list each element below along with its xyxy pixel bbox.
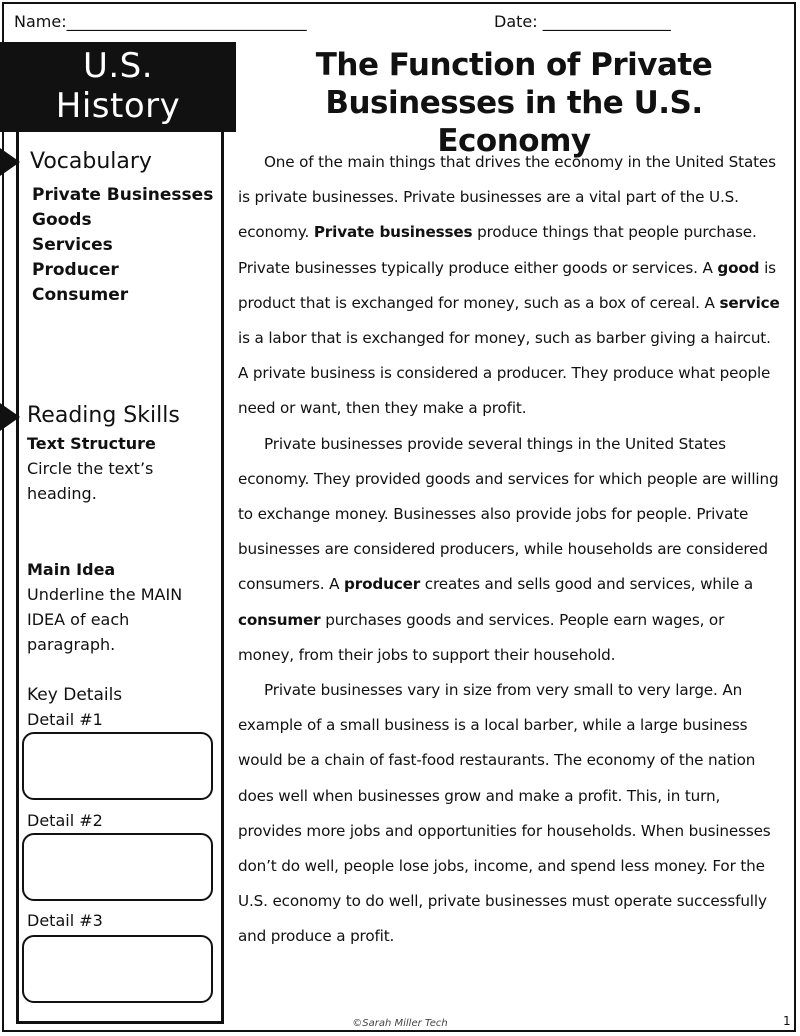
paragraph-text: Private businesses vary in size from very small to very large. An example of a small business is a local barber, while a large business would be a chain of fast-food restaurants. The economy of the nation does well when businesses grow and make a profit. This, in turn, provides more jobs and opportunities for households. When businesses don’t do well, people lose jobs, income, and spend less money. For the U.S. economy to do well, private businesses must operate successfully and produce a profit. [238,681,771,946]
vocab-highlight: Private businesses [313,223,473,242]
text-structure-block [27,431,212,506]
vocab-term: Consumer [32,285,129,305]
page-number: 1 [783,1014,791,1028]
vocab-term: Private Businesses [32,185,214,205]
reading-skills-arrow-icon [0,403,20,431]
paragraph-text: Private businesses provide several things in the United States economy. They provided goods and services for which people are willing to exchange money. Businesses also provide jobs for people. Private businesses are considered producers, while households are considered consumers. A [238,434,779,594]
vocabulary-heading: Vocabulary [30,149,152,174]
name-field[interactable]: Name:______________________________ [14,12,307,31]
detail-label: Detail #2 [27,811,103,830]
detail-2-box[interactable] [22,833,213,901]
subject-line-1: U.S. [82,46,154,86]
paragraph-text: is a labor that is exchanged for money, such as barber giving a haircut. A private business is considered a producer. They produce what people need or want, then they make a profit. [238,329,771,418]
paragraph-text: is product that is exchanged for money, such as a box of cereal. A [238,258,776,312]
page-title [244,46,784,160]
vocab-highlight: consumer [238,610,321,629]
main-idea-block [27,557,212,657]
main-idea-title: Main Idea [27,560,116,579]
vocab-highlight: service [719,293,780,312]
paragraph-3 [238,673,783,955]
text-structure-title: Text Structure [27,434,156,453]
reading-passage [238,145,783,955]
vocab-term: Producer [32,260,119,280]
paragraph-text: produce things that people purchase. Private businesses typically produce either goods or services. A [238,223,757,277]
key-details-title: Key Details [27,685,123,705]
vocab-highlight: producer [344,575,421,594]
detail-1-box[interactable] [22,732,213,800]
paragraph-2 [238,427,783,673]
paragraph-1 [238,145,783,427]
paragraph-text: purchases goods and services. People earn wages, or money, from their jobs to support their household. [238,610,725,664]
text-structure-instruction: Circle the text’s heading. [27,459,154,503]
date-field[interactable]: Date: ________________ [494,12,671,31]
title-line-1: The Function of Private [315,47,713,83]
vocabulary-arrow-icon [0,148,20,176]
main-idea-instruction: Underline the MAIN IDEA of each paragraph. [27,585,183,654]
vocabulary-list [32,183,213,308]
paragraph-text: creates and sells good and services, while a [420,575,754,594]
detail-3-box[interactable] [22,935,213,1003]
detail-label: Detail #1 [27,710,103,729]
vocab-term: Goods [32,210,92,230]
title-line-2: Businesses in the U.S. Economy [325,85,703,159]
copyright-footer: ©Sarah Miller Tech [352,1018,448,1029]
detail-label: Detail #3 [27,911,103,930]
subject-line-2: History [55,86,181,126]
vocab-highlight: good [717,258,760,277]
subject-banner [0,42,236,132]
vocab-term: Services [32,235,113,255]
paragraph-text: One of the main things that drives the economy in the United States is private businesses. Private businesses are a vital part of the U.S. economy. [238,153,776,242]
reading-skills-heading: Reading Skills [27,403,180,428]
